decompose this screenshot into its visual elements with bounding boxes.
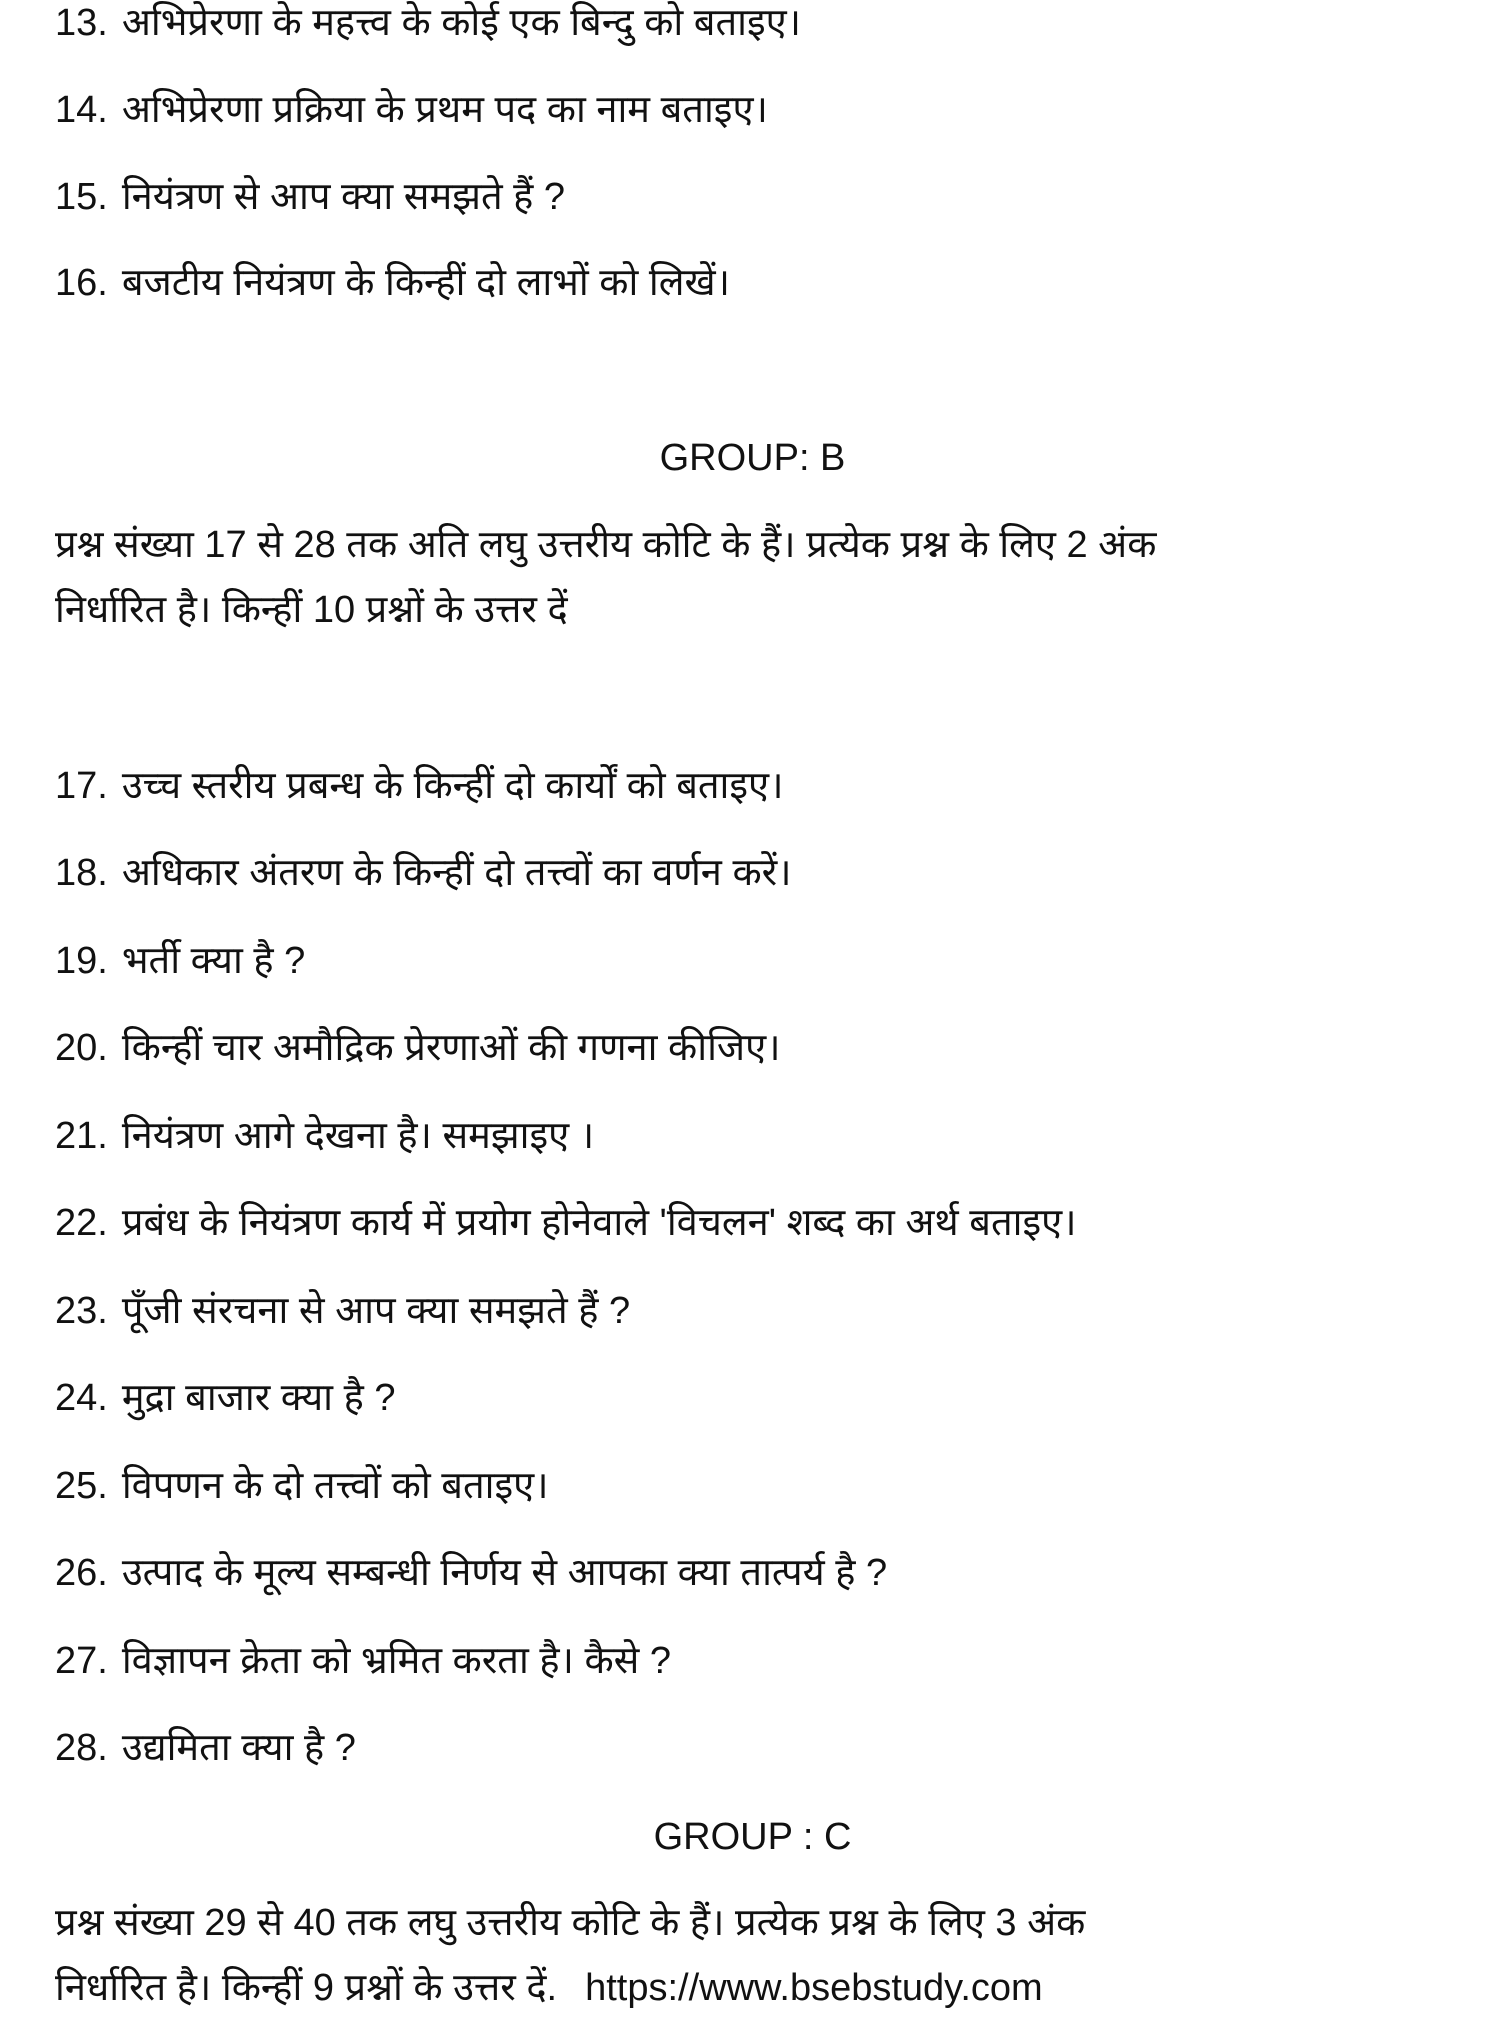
- question-number: 13.: [55, 2, 108, 44]
- question-23: [55, 1288, 630, 1334]
- group-b-instruction-2: निर्धारित है। किन्हीं 10 प्रश्नों के उत्तर दें: [55, 589, 568, 631]
- group-c-instruction-1: प्रश्न संख्या 29 से 40 तक लघु उत्तरीय कोटि के हैं। प्रत्येक प्रश्न के लिए 3 अंक: [55, 1902, 1086, 1944]
- question-number: 26.: [55, 1552, 108, 1594]
- question-26: [55, 1550, 887, 1596]
- question-text: किन्हीं चार अमौद्रिक प्रेरणाओं की गणना कीजिए।: [121, 1027, 781, 1069]
- question-number: 18.: [55, 852, 108, 894]
- question-number: 28.: [55, 1727, 108, 1769]
- question-27: [55, 1638, 671, 1684]
- question-number: 15.: [55, 176, 108, 218]
- question-number: 14.: [55, 89, 108, 131]
- question-text: नियंत्रण से आप क्या समझते हैं ?: [121, 176, 566, 218]
- question-text: विज्ञापन क्रेता को भ्रमित करता है। कैसे ?: [121, 1640, 672, 1682]
- group-b-title: GROUP: B: [659, 437, 846, 479]
- question-20: [55, 1025, 781, 1071]
- group-b-instruction-1: प्रश्न संख्या 17 से 28 तक अति लघु उत्तरीय कोटि के हैं। प्रत्येक प्रश्न के लिए 2 अंक: [55, 524, 1157, 566]
- question-number: 24.: [55, 1377, 108, 1419]
- question-21: [55, 1113, 594, 1159]
- question-15: [55, 174, 565, 220]
- question-number: 16.: [55, 262, 108, 304]
- question-text: उद्यमिता क्या है ?: [121, 1727, 356, 1769]
- question-19: [55, 938, 305, 984]
- question-16: [55, 260, 730, 306]
- group-c-instruction-2: [55, 1965, 1043, 2011]
- question-number: 25.: [55, 1465, 108, 1507]
- question-17: [55, 763, 783, 809]
- question-14: [55, 87, 768, 133]
- question-text: प्रबंध के नियंत्रण कार्य में प्रयोग होनेवाले 'विचलन' शब्द का अर्थ बताइए।: [121, 1202, 1077, 1244]
- question-text: अभिप्रेरणा प्रक्रिया के प्रथम पद का नाम बताइए।: [121, 89, 768, 131]
- question-number: 20.: [55, 1027, 108, 1069]
- question-text: पूँजी संरचना से आप क्या समझते हैं ?: [121, 1290, 631, 1332]
- question-text: बजटीय नियंत्रण के किन्हीं दो लाभों को लिखें।: [121, 262, 730, 304]
- question-24: [55, 1375, 395, 1421]
- question-text: भर्ती क्या है ?: [121, 940, 306, 982]
- question-text: मुद्रा बाजार क्या है ?: [121, 1377, 396, 1419]
- website-link[interactable]: https://www.bsebstudy.com: [585, 1967, 1043, 2009]
- question-13: [55, 0, 801, 46]
- question-text: विपणन के दो तत्त्वों को बताइए।: [121, 1465, 549, 1507]
- question-22: [55, 1200, 1077, 1246]
- question-text: अभिप्रेरणा के महत्त्व के कोई एक बिन्दु को बताइए।: [121, 2, 802, 44]
- instruction-text: निर्धारित है। किन्हीं 9 प्रश्नों के उत्तर दें.: [55, 1967, 558, 2009]
- group-c-heading: [0, 1814, 1505, 1860]
- question-number: 19.: [55, 940, 108, 982]
- question-text: अधिकार अंतरण के किन्हीं दो तत्त्वों का वर्णन करें।: [121, 852, 792, 894]
- group-c-title: GROUP : C: [653, 1816, 852, 1858]
- group-b-heading: [0, 435, 1505, 481]
- question-number: 23.: [55, 1290, 108, 1332]
- question-28: [55, 1725, 356, 1771]
- question-number: 17.: [55, 765, 108, 807]
- question-number: 27.: [55, 1640, 108, 1682]
- question-25: [55, 1463, 549, 1509]
- question-text: उत्पाद के मूल्य सम्बन्धी निर्णय से आपका क्या तात्पर्य है ?: [121, 1552, 888, 1594]
- question-number: 21.: [55, 1115, 108, 1157]
- question-number: 22.: [55, 1202, 108, 1244]
- question-text: उच्च स्तरीय प्रबन्ध के किन्हीं दो कार्यों को बताइए।: [121, 765, 784, 807]
- question-text: नियंत्रण आगे देखना है। समझाइए ।: [121, 1115, 595, 1157]
- question-18: [55, 850, 792, 896]
